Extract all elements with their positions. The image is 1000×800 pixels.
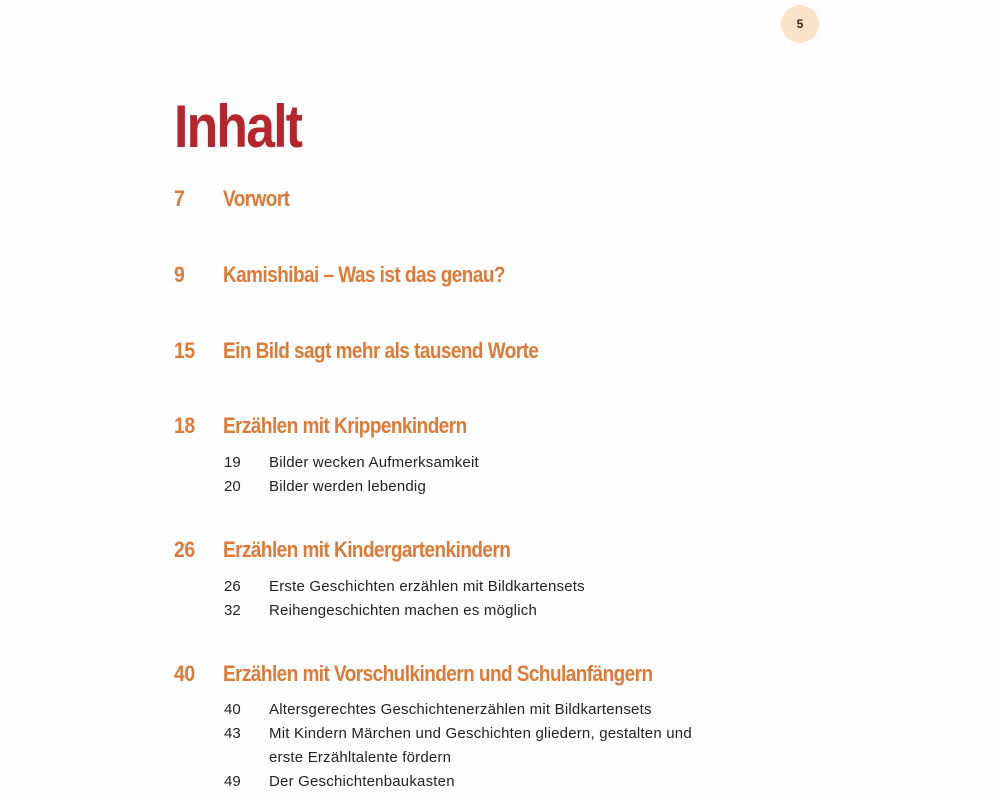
section-title: Erste Geschichten erzählen mit Bildkartensets: [269, 578, 585, 595]
chapter-page-number: 40: [174, 661, 195, 686]
toc-title: Inhalt: [174, 93, 302, 160]
toc-chapter[interactable]: [0, 657, 1000, 691]
section-page-number: 19: [224, 454, 241, 471]
chapter-title: Erzählen mit Vorschulkindern und Schulanfängern: [223, 661, 653, 686]
section-title: Der Geschichtenbaukasten: [269, 773, 455, 790]
section-page-number: 20: [224, 478, 241, 495]
toc-section[interactable]: [0, 722, 1000, 746]
toc-chapter[interactable]: [0, 258, 1000, 292]
section-page-number: 49: [224, 773, 241, 790]
toc-chapter[interactable]: [0, 533, 1000, 567]
toc-chapter[interactable]: [0, 409, 1000, 443]
toc-section[interactable]: [0, 451, 1000, 475]
toc-chapter[interactable]: [0, 334, 1000, 368]
page-number: 5: [796, 17, 804, 31]
chapter-title: Kamishibai – Was ist das genau?: [223, 262, 505, 287]
section-page-number: 32: [224, 602, 241, 619]
chapter-title: Erzählen mit Kindergartenkindern: [223, 537, 511, 562]
chapter-title: Ein Bild sagt mehr als tausend Worte: [223, 338, 539, 363]
section-title: Reihengeschichten machen es möglich: [269, 602, 537, 619]
chapter-page-number: 26: [174, 537, 195, 562]
section-page-number: 40: [224, 701, 241, 718]
section-title: Bilder wecken Aufmerksamkeit: [269, 454, 479, 471]
toc-chapter[interactable]: [0, 182, 1000, 216]
toc-section[interactable]: [0, 599, 1000, 623]
chapter-page-number: 15: [174, 338, 195, 363]
chapter-page-number: 18: [174, 413, 195, 438]
toc-section[interactable]: [0, 575, 1000, 599]
chapter-title: Erzählen mit Krippenkindern: [223, 413, 467, 438]
section-title: Altersgerechtes Geschichtenerzählen mit Bildkartensets: [269, 701, 652, 718]
toc-section-continued: [0, 746, 1000, 770]
toc-section[interactable]: [0, 698, 1000, 722]
toc-section[interactable]: [0, 770, 1000, 794]
page-number-badge: [781, 5, 819, 43]
section-title: erste Erzähltalente fördern: [269, 749, 452, 766]
section-page-number: 43: [224, 725, 241, 742]
chapter-title: Vorwort: [223, 186, 290, 211]
chapter-page-number: 7: [174, 186, 185, 211]
section-title: Bilder werden lebendig: [269, 478, 427, 495]
section-page-number: 26: [224, 578, 241, 595]
section-title: Mit Kindern Märchen und Geschichten gliedern, gestalten und: [269, 725, 692, 742]
chapter-page-number: 9: [174, 262, 185, 287]
toc-section[interactable]: [0, 475, 1000, 499]
